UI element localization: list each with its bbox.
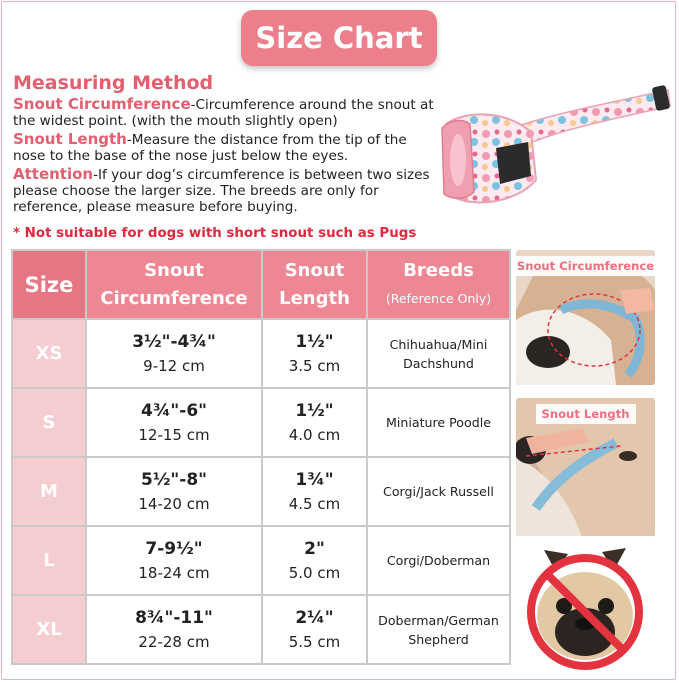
method-item-attention (13, 166, 443, 215)
size-table (11, 249, 511, 665)
circumference-cm: 22-28 cm (138, 633, 210, 651)
method-term: Snout Circumference (13, 95, 191, 113)
circumference-cell (86, 319, 262, 388)
method-item-length (13, 131, 443, 164)
header-length-line2: Length (279, 287, 350, 309)
header-circumference-line1: Snout (144, 259, 204, 281)
table-header-row (12, 250, 510, 319)
length-cm: 4.5 cm (288, 495, 341, 513)
table-row (12, 526, 510, 595)
header-length (262, 250, 367, 319)
length-inches: 2" (304, 539, 325, 559)
header-length-line1: Snout (284, 259, 345, 281)
circumference-inches: 7-9½" (145, 539, 203, 559)
breed-cell: Corgi/Doberman (367, 526, 510, 595)
method-text: -Circumference around the snout at the widest point. (with the mouth slightly open) (13, 97, 434, 129)
muzzle-product-image (436, 84, 672, 216)
table-row (12, 595, 510, 664)
method-text: -If your dog’s circumference is between two sizes please choose the larger size. The breeds are only for reference, please measure before buying. (13, 167, 430, 215)
length-cm: 5.0 cm (288, 564, 341, 582)
size-cell: L (12, 526, 86, 595)
table-row (12, 388, 510, 457)
size-cell: S (12, 388, 86, 457)
circumference-photo (516, 250, 655, 385)
length-cell (262, 319, 367, 388)
circumference-cell (86, 457, 262, 526)
circumference-cm: 12-15 cm (138, 426, 210, 444)
header-size: Size (12, 250, 86, 319)
length-cm: 4.0 cm (288, 426, 341, 444)
breed-cell: Miniature Poodle (367, 388, 510, 457)
circumference-cell (86, 526, 262, 595)
circumference-cell (86, 595, 262, 664)
breed-cell: Doberman/German Shepherd (367, 595, 510, 664)
table-row (12, 457, 510, 526)
pug-photo (516, 536, 655, 672)
length-cell (262, 388, 367, 457)
circumference-inches: 3½"-4¾" (132, 332, 216, 352)
length-inches: 1½" (295, 332, 334, 352)
header-breeds-sub: (Reference Only) (385, 290, 492, 306)
length-inches: 1½" (295, 401, 334, 421)
length-photo-label: Snout Length (535, 404, 635, 424)
circumference-cm: 9-12 cm (143, 357, 205, 375)
circumference-inches: 5½"-8" (140, 470, 208, 490)
no-pugs-illustration (516, 536, 655, 672)
circumference-cell (86, 388, 262, 457)
header-breeds (367, 250, 510, 319)
size-cell: XL (12, 595, 86, 664)
method-heading: Measuring Method (13, 72, 214, 94)
method-text: -Measure the distance from the tip of the nose to the base of the nose just below the eyes. (13, 132, 407, 164)
header-circumference-line2: Circumference (100, 287, 248, 309)
length-inches: 1¾" (295, 470, 334, 490)
circumference-inches: 8¾"-11" (135, 608, 213, 628)
length-cell (262, 595, 367, 664)
header-circumference (86, 250, 262, 319)
length-cm: 5.5 cm (288, 633, 341, 651)
table-row (12, 319, 510, 388)
length-cm: 3.5 cm (288, 357, 341, 375)
circumference-cm: 18-24 cm (138, 564, 210, 582)
warning-note: * Not suitable for dogs with short snout such as Pugs (13, 226, 417, 241)
page-title: Size Chart (241, 10, 437, 66)
circumference-cm: 14-20 cm (138, 495, 210, 513)
size-cell: M (12, 457, 86, 526)
circumference-inches: 4¾"-6" (140, 401, 208, 421)
method-term: Attention (13, 165, 94, 183)
circumference-photo-label: Snout Circumference (516, 256, 655, 276)
size-cell: XS (12, 319, 86, 388)
method-item-circumference (13, 96, 443, 129)
breed-cell: Chihuahua/Mini Dachshund (367, 319, 510, 388)
length-inches: 2¼" (295, 608, 334, 628)
length-cell (262, 526, 367, 595)
breed-cell: Corgi/Jack Russell (367, 457, 510, 526)
method-term: Snout Length (13, 130, 127, 148)
length-photo (516, 398, 655, 537)
length-cell (262, 457, 367, 526)
header-breeds-title: Breeds (403, 259, 474, 281)
measuring-method (13, 70, 443, 217)
